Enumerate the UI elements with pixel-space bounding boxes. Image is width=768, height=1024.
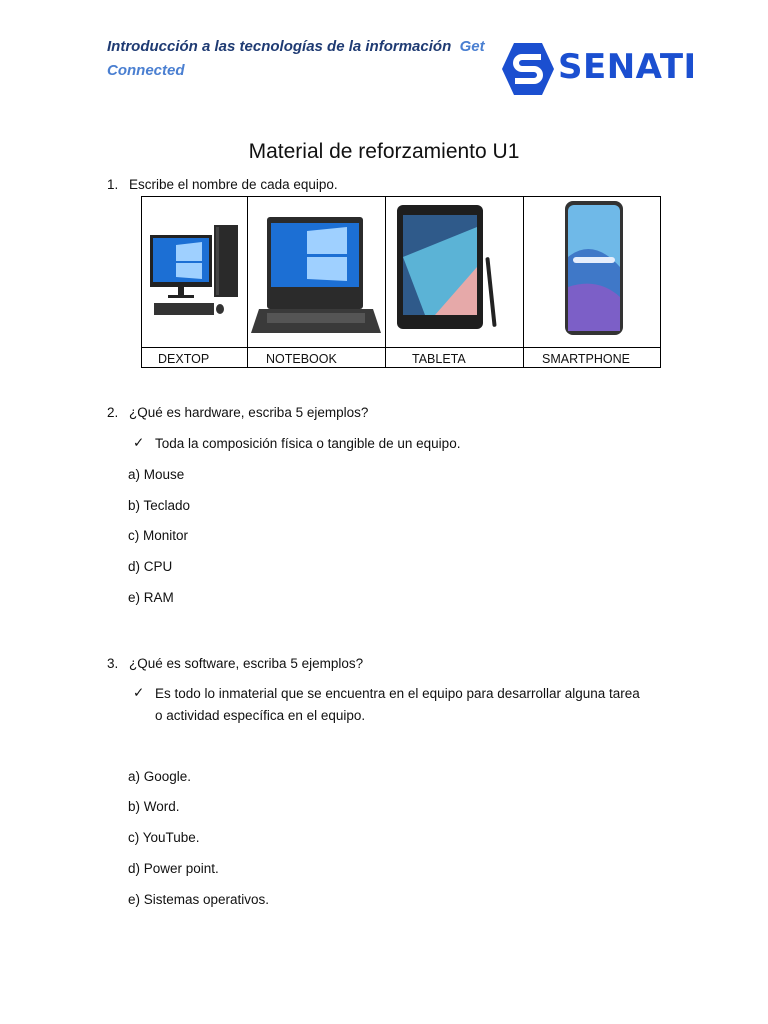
question-number: 3. bbox=[107, 656, 119, 671]
list-item: e) Sistemas operativos. bbox=[128, 892, 270, 907]
question-number: 1. bbox=[107, 177, 119, 192]
device-cell bbox=[385, 197, 524, 367]
list-item: e) RAM bbox=[128, 590, 174, 605]
tablet-icon bbox=[385, 197, 523, 347]
senati-logo bbox=[500, 41, 697, 97]
device-label: SMARTPHONE bbox=[542, 352, 630, 366]
senati-emblem-icon bbox=[500, 41, 556, 97]
list-item: d) Power point. bbox=[128, 861, 219, 876]
device-label: TABLETA bbox=[412, 352, 466, 366]
list-item: a) Google. bbox=[128, 769, 192, 784]
device-table bbox=[141, 196, 661, 368]
question-text: ¿Qué es hardware, escriba 5 ejemplos? bbox=[129, 405, 369, 420]
question-3 bbox=[107, 656, 363, 671]
question-number: 2. bbox=[107, 405, 119, 420]
desktop-computer-icon bbox=[142, 197, 246, 347]
answer-text-line2: o actividad específica en el equipo. bbox=[155, 708, 366, 723]
list-item: a) Mouse bbox=[128, 467, 185, 482]
question-text: ¿Qué es software, escriba 5 ejemplos? bbox=[129, 656, 364, 671]
answer-text-line1: Es todo lo inmaterial que se encuentra en el equipo para desarrollar alguna tarea bbox=[155, 686, 640, 701]
list-item: d) CPU bbox=[128, 559, 173, 574]
page-title: Material de reforzamiento U1 bbox=[248, 140, 520, 163]
device-label: DEXTOP bbox=[158, 352, 210, 366]
tagline-connected: Connected bbox=[107, 62, 185, 79]
question-1 bbox=[107, 177, 338, 192]
answer-check-icon: ✓ bbox=[133, 685, 145, 700]
list-item: c) YouTube. bbox=[128, 830, 200, 845]
logo-text: SENATI bbox=[558, 47, 697, 87]
question-2 bbox=[107, 405, 368, 420]
device-label: NOTEBOOK bbox=[266, 352, 337, 366]
list-item: b) Teclado bbox=[128, 498, 191, 513]
answer-check-icon: ✓ bbox=[133, 435, 145, 450]
list-item: b) Word. bbox=[128, 799, 180, 814]
device-cell bbox=[523, 197, 660, 367]
list-item: c) Monitor bbox=[128, 528, 189, 543]
document-header-line1 bbox=[107, 38, 485, 55]
device-cell bbox=[142, 197, 248, 367]
tagline-get: Get bbox=[459, 38, 485, 55]
document-header-line2 bbox=[107, 62, 185, 79]
device-cell bbox=[247, 197, 386, 367]
question-text: Escribe el nombre de cada equipo. bbox=[129, 177, 338, 192]
laptop-icon bbox=[247, 197, 385, 347]
answer-text: Toda la composición física o tangible de un equipo. bbox=[155, 436, 461, 451]
subject-title: Introducción a las tecnologías de la información bbox=[107, 38, 452, 55]
smartphone-icon bbox=[523, 197, 660, 347]
